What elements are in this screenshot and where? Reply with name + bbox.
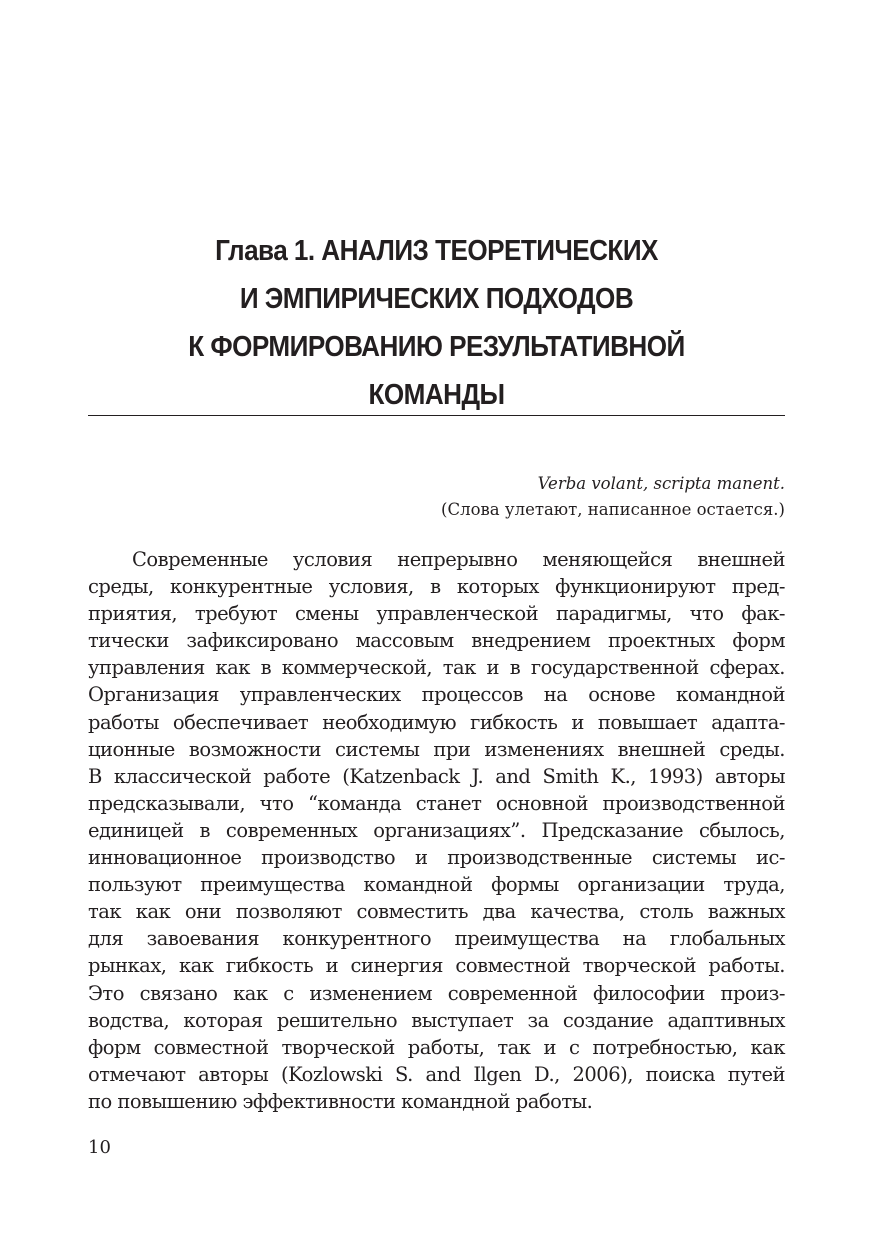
paragraph-line: ционные возможности системы при изменениях внешней среды.	[88, 737, 785, 761]
paragraph-line: рынках, как гибкость и синергия совместной творческой работы.	[88, 954, 785, 978]
paragraph-line: пользуют преимущества командной формы организации труда,	[88, 873, 785, 897]
chapter-title-line: Глава 1. АНАЛИЗ ТЕОРЕТИЧЕСКИХ	[215, 235, 658, 267]
paragraph-line: Современные условия непрерывно меняющейся внешней	[132, 548, 785, 571]
title-divider	[88, 415, 785, 416]
epigraph	[441, 471, 785, 523]
chapter-title-line: И ЭМПИРИЧЕСКИХ ПОДХОДОВ	[239, 283, 634, 315]
paragraph-line: предсказывали, что “команда станет основной производственной	[88, 791, 785, 815]
body-paragraph	[88, 546, 785, 1115]
chapter-title-line: КОМАНДЫ	[368, 379, 505, 411]
epigraph-latin: Verba volant, scripta manent.	[537, 474, 785, 493]
epigraph-translation: (Слова улетают, написанное остается.)	[441, 500, 785, 519]
page-number: 10	[88, 1137, 111, 1158]
paragraph-line: так как они позволяют совместить два качества, столь важных	[88, 900, 785, 924]
paragraph-line: среды, конкурентные условия, в которых функционируют пред-	[88, 575, 785, 599]
paragraph-line: водства, которая решительно выступает за создание адаптивных	[88, 1008, 785, 1032]
paragraph-line: В классической работе (Katzenback J. and Smith K., 1993) авторы	[88, 764, 785, 788]
paragraph-line: тически зафиксировано массовым внедрением проектных форм	[88, 629, 785, 653]
paragraph-line: приятия, требуют смены управленческой парадигмы, что фак-	[88, 602, 785, 626]
paragraph-line: инновационное производство и производственные системы ис-	[88, 846, 785, 870]
paragraph-line: работы обеспечивает необходимую гибкость и повышает адапта-	[88, 710, 785, 734]
chapter-title	[123, 227, 750, 419]
paragraph-line: Это связано как с изменением современной философии произ-	[88, 981, 785, 1005]
paragraph-line: по повышению эффективности командной работы.	[88, 1089, 593, 1113]
paragraph-line: форм совместной творческой работы, так и с потребностью, как	[88, 1035, 785, 1059]
paragraph-line: управления как в коммерческой, так и в государственной сферах.	[88, 656, 785, 680]
paragraph-line: Организация управленческих процессов на основе командной	[88, 683, 785, 707]
paragraph-line: отмечают авторы (Kozlowski S. and Ilgen D., 2006), поиска путей	[88, 1062, 785, 1086]
paragraph-line: для завоевания конкурентного преимущества на глобальных	[88, 927, 785, 951]
chapter-title-line: К ФОРМИРОВАНИЮ РЕЗУЛЬТАТИВНОЙ	[188, 331, 685, 363]
paragraph-line: единицей в современных организациях”. Предсказание сбылось,	[88, 818, 785, 842]
